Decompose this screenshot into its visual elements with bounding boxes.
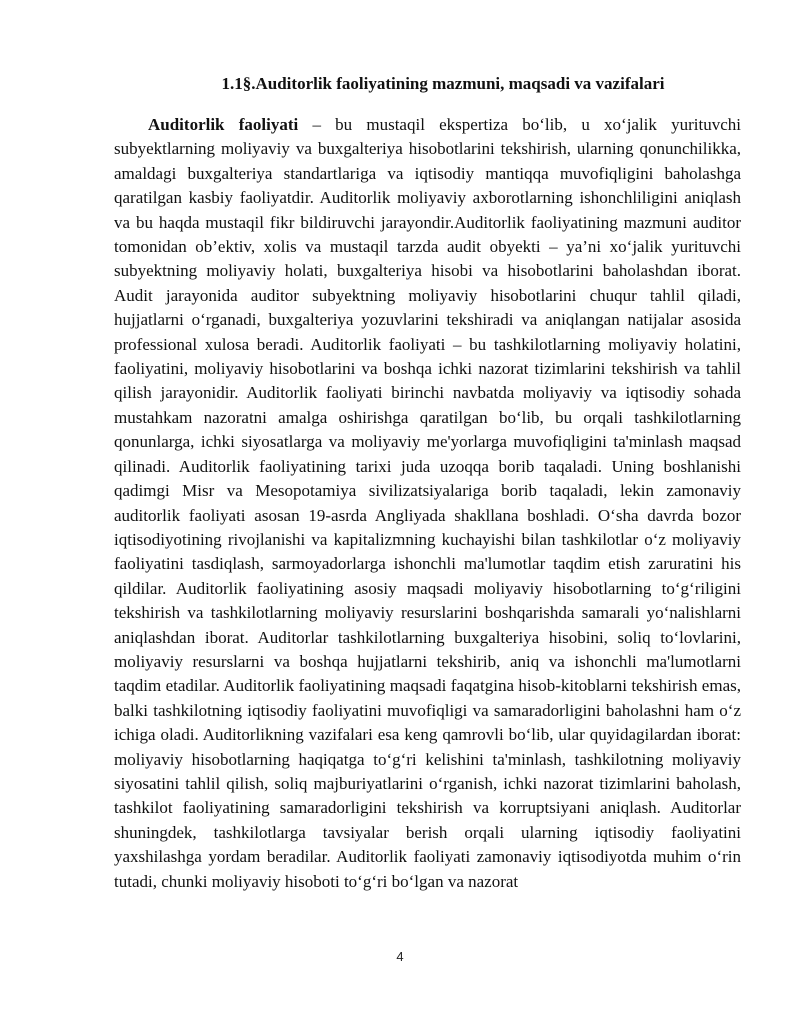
page-number: 4	[396, 949, 404, 964]
paragraph-lead-term: Auditorlik faoliyati	[148, 115, 299, 134]
paragraph-text: – bu mustaqil ekspertiza bo‘lib, u xo‘jalik yurituvchi subyektlarning moliyaviy va buxgalteriya hisobotlarini tekshirish, ularning qonunchilikka, amaldagi buxgalteriya standartlariga va iqtisodiy mantiqqa muvofiqligini baholashga qaratilgan kasbiy faoliyatdir. Auditorlik moliyaviy axborotlarning ishonchliligini aniqlash va bu haqda mustaqil fikr bildiruvchi jarayondir.Auditorlik faoliyatining mazmuni auditor tomonidan ob’ektiv, xolis va mustaqil tarzda audit obyekti – ya’ni xo‘jalik yurituvchi subyektning moliyaviy holati, buxgalteriya hisobi va hisobotlarini baholashdan iborat. Audit jarayonida auditor subyektning moliyaviy hisobotlarini chuqur tahlil qiladi, hujjatlarni o‘rganadi, buxgalteriya yozuvlarini tekshiradi va aniqlangan natijalar asosida professional xulosa beradi. Auditorlik faoliyati – bu tashkilotlarning moliyaviy holatini, faoliyatini, moliyaviy hisobotlarini va boshqa ichki nazorat tizimlarini tekshirish va tahlil qilish jarayonidir. Auditorlik faoliyati birinchi navbatda moliyaviy va iqtisodiy sohada mustahkam nazoratni amalga oshirishga qaratilgan bo‘lib, bu orqali tashkilotlarning qonunlarga, ichki siyosatlarga va moliyaviy me'yorlarga muvofiqligini ta'minlash maqsad qilinadi. Auditorlik faoliyatining tarixi juda uzoqqa borib taqaladi. Uning boshlanishi qadimgi Misr va Mesopotamiya sivilizatsiyalariga borib taqaladi, lekin zamonaviy auditorlik faoliyati asosan 19-asrda Angliyada shakllana boshladi. O‘sha davrda bozor iqtisodiyotining rivojlanishi va kapitalizmning kuchayishi bilan tashkilotlar o‘z moliyaviy faoliyatini tasdiqlash, sarmoyadorlarga ishonchli ma'lumotlar taqdim etish zaruratini his qildilar. Auditorlik faoliyatining asosiy maqsadi moliyaviy hisobotlarning to‘g‘riligini tekshirish va tashkilotlarning moliyaviy resurslarini boshqarishda samarali yo‘nalishlarni aniqlashdan iborat. Auditorlar tashkilotlarning buxgalteriya hisobini, soliq to‘lovlarini, moliyaviy resurslarni va boshqa hujjatlarni tekshirib, aniq va ishonchli ma'lumotlarni taqdim etadilar. Auditorlik faoliyatining maqsadi faqatgina hisob-kitoblarni tekshirish emas, balki tashkilotning iqtisodiy faoliyatini muvofiqligi va samaradorligini baholashni ham o‘z ichiga oladi. Auditorlikning vazifalari esa keng qamrovli bo‘lib, ular quyidagilardan iborat: moliyaviy hisobotlarning haqiqatga to‘g‘ri kelishini ta'minlash, tashkilotning moliyaviy siyosatini tahlil qilish, soliq majburiyatlarini o‘rganish, ichki nazorat tizimlarini baholash, tashkilot faoliyatining samaradorligini tekshirish va korruptsiyani aniqlash. Auditorlar shuningdek, tashkilotlarga tavsiyalar berish orqali ularning iqtisodiy faoliyatini yaxshilashga yordam beradilar. Auditorlik faoliyati zamonaviy iqtisodiyotda muhim o‘rin tutadi, chunki moliyaviy hisoboti to‘g‘ri bo‘lgan va nazorat	[114, 115, 741, 891]
body-paragraph	[114, 113, 741, 894]
section-heading: 1.1§.Auditorlik faoliyatining mazmuni, maqsadi va vazifalari	[221, 74, 665, 93]
